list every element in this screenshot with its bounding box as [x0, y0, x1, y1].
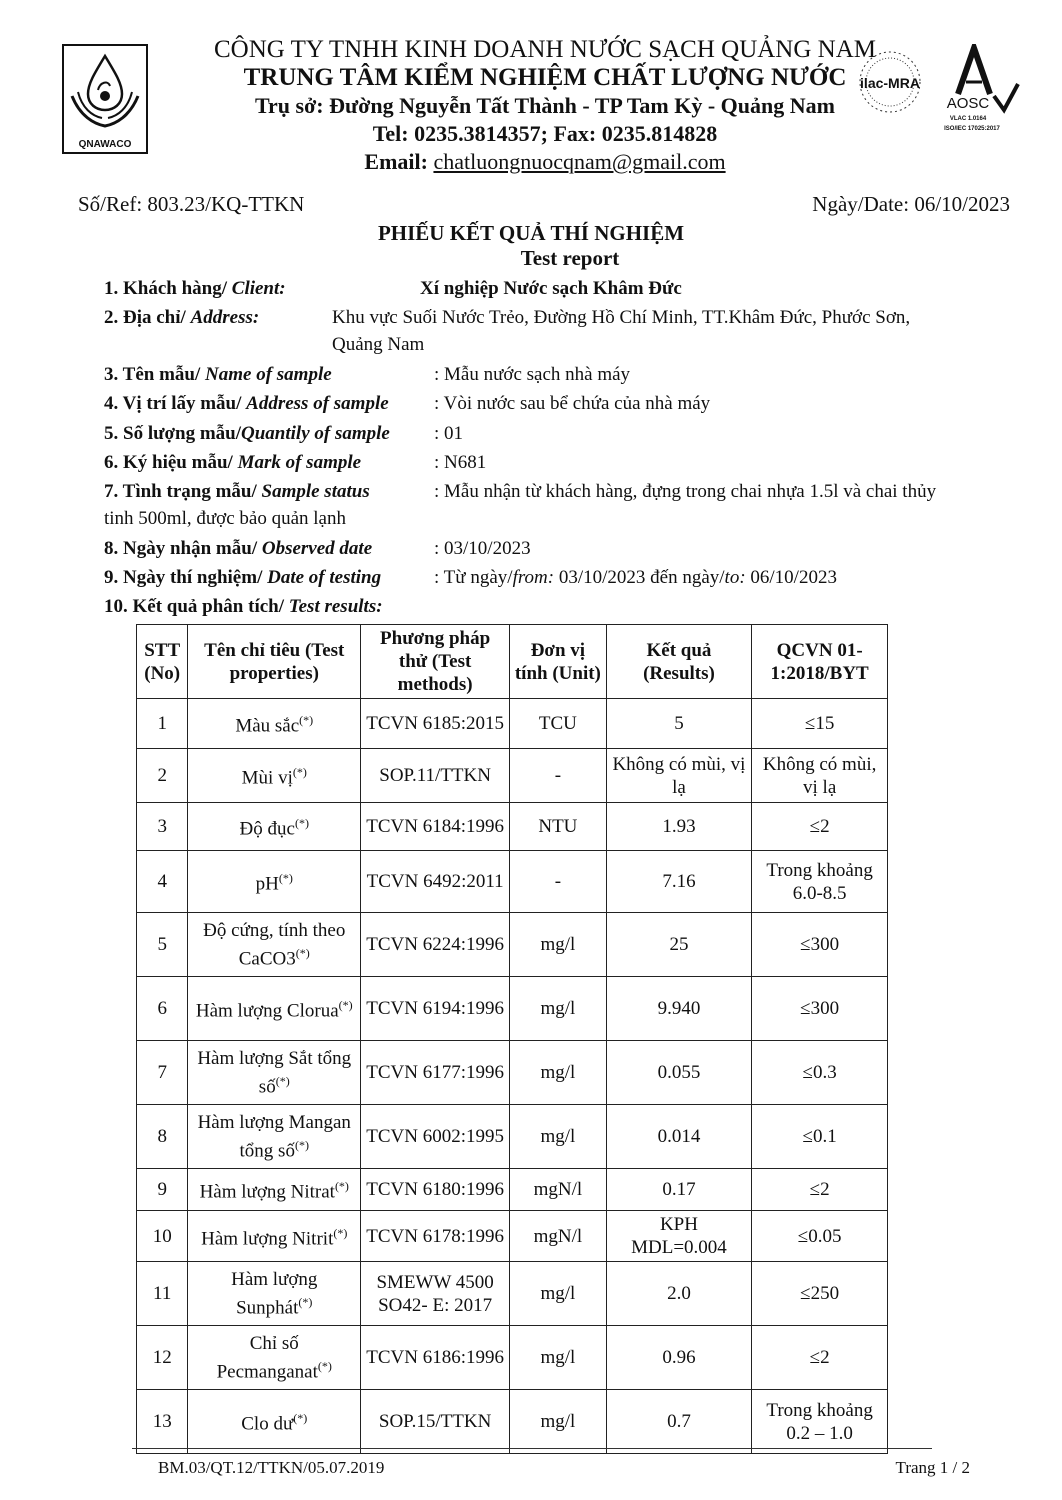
email-label: Email: [364, 149, 434, 174]
cell-result: 0.7 [606, 1390, 752, 1454]
cell-property [188, 913, 361, 977]
cell-no: 12 [137, 1326, 188, 1390]
cell-result: 2.0 [606, 1262, 752, 1326]
cell-method: TCVN 6177:1996 [361, 1041, 510, 1105]
cell-property [188, 749, 361, 803]
accredited-mark: (*) [333, 1225, 348, 1240]
received-date-label: 8. Ngày nhận mẫu/ Observed date [104, 538, 373, 559]
cell-method: SMEWW 4500 SO42- E: 2017 [361, 1262, 510, 1326]
cell-result: 25 [606, 913, 752, 977]
cell-no: 1 [137, 699, 188, 749]
cell-method: TCVN 6178:1996 [361, 1211, 510, 1262]
table-row [137, 1105, 888, 1169]
email-link[interactable]: chatluongnuocqnam@gmail.com [433, 149, 726, 174]
cell-unit: mg/l [510, 1041, 607, 1105]
table-row [137, 851, 888, 913]
cell-property [188, 851, 361, 913]
cell-method: TCVN 6224:1996 [361, 913, 510, 977]
iso-text: ISO/IEC 17025:2017 [944, 126, 1000, 132]
accredited-mark: (*) [292, 765, 307, 780]
table-row [137, 699, 888, 749]
sample-mark-value: : N681 [434, 452, 487, 473]
cell-no: 13 [137, 1390, 188, 1454]
table-row [137, 913, 888, 977]
client-value: Xí nghiệp Nước sạch Khâm Đức [420, 278, 682, 299]
accredited-mark: (*) [338, 998, 353, 1013]
col-header-method: Phương pháp thử (Test methods) [361, 625, 510, 699]
cell-result: 5 [606, 699, 752, 749]
cell-standard: ≤0.3 [752, 1041, 888, 1105]
cell-unit: mg/l [510, 1326, 607, 1390]
cell-standard: ≤0.1 [752, 1105, 888, 1169]
property-name: Clo dư [241, 1413, 294, 1435]
cell-property [188, 1326, 361, 1390]
contact-phone: Tel: 0235.3814357; Fax: 0235.814828 [372, 121, 718, 146]
table-row [137, 1390, 888, 1454]
sample-location-label: 4. Vị trí lấy mẫu/ Address of sample [104, 393, 389, 414]
footer-divider [132, 1448, 932, 1449]
head-office-address: Trụ sở: Đường Nguyễn Tất Thành - TP Tam Kỳ - Quảng Nam [255, 93, 835, 118]
ilac-text: ilac-MRA [860, 75, 920, 91]
accredited-mark: (*) [298, 1294, 313, 1309]
cell-no: 9 [137, 1169, 188, 1211]
cell-standard: Không có mùi, vị lạ [752, 749, 888, 803]
col-header-result: Kết quả (Results) [606, 625, 752, 699]
accredited-mark: (*) [275, 1073, 290, 1088]
report-subtitle: Test report [520, 246, 620, 270]
testing-date-label: 9. Ngày thí nghiệm/ Date of testing [104, 567, 382, 588]
cell-unit: mg/l [510, 1105, 607, 1169]
property-name: Hàm lượng Nitrit [201, 1228, 334, 1250]
water-drop-hands-icon [64, 46, 146, 136]
sample-status-value-line1: : Mẫu nhận từ khách hàng, đựng trong chai nhựa 1.5l và chai thủy [434, 481, 937, 502]
property-name: Độ cứng, tính theo CaCO3 [203, 919, 346, 970]
property-name: Độ đục [239, 818, 295, 840]
letterhead [150, 36, 940, 176]
cell-result: 0.17 [606, 1169, 752, 1211]
table-row [137, 1041, 888, 1105]
test-results-label: 10. Kết quả phân tích/ Test results: [104, 596, 383, 617]
cell-no: 11 [137, 1262, 188, 1326]
cell-method: TCVN 6002:1995 [361, 1105, 510, 1169]
address-value-line2: Quảng Nam [332, 334, 425, 355]
property-name: Hàm lượng Clorua [195, 1000, 339, 1022]
logo-caption: QNAWACO [78, 139, 132, 150]
cell-method: SOP.11/TTKN [361, 749, 510, 803]
cell-standard: ≤15 [752, 699, 888, 749]
cell-result: KPH MDL=0.004 [606, 1211, 752, 1262]
received-date-value: : 03/10/2023 [434, 538, 531, 559]
cell-standard: Trong khoảng 6.0-8.5 [752, 851, 888, 913]
table-row [137, 749, 888, 803]
cell-property [188, 1105, 361, 1169]
cell-property [188, 803, 361, 851]
contact-email [150, 148, 940, 176]
accredited-mark: (*) [294, 1137, 309, 1152]
cell-unit: mgN/l [510, 1169, 607, 1211]
form-code: BM.03/QT.12/TTKN/05.07.2019 [158, 1458, 385, 1477]
cell-no: 8 [137, 1105, 188, 1169]
sample-status-value-line2: tinh 500ml, được bảo quản lạnh [104, 508, 346, 529]
property-name: Hàm lượng Mangan tổng số [197, 1111, 351, 1162]
results-table [136, 624, 888, 1454]
property-name: Hàm lượng Nitrat [199, 1181, 335, 1203]
cell-no: 4 [137, 851, 188, 913]
cell-standard: ≤2 [752, 803, 888, 851]
testing-date-value: : Từ ngày/from: 03/10/2023 đến ngày/to: 06/10/2023 [434, 567, 837, 588]
cell-unit: mg/l [510, 913, 607, 977]
cell-unit: TCU [510, 699, 607, 749]
cell-property [188, 1211, 361, 1262]
cell-result: 1.93 [606, 803, 752, 851]
accredited-mark: (*) [299, 713, 314, 728]
cell-standard: ≤250 [752, 1262, 888, 1326]
cell-no: 6 [137, 977, 188, 1041]
cell-property [188, 699, 361, 749]
address-value-line1: Khu vực Suối Nước Trẻo, Đường Hồ Chí Minh, TT.Khâm Đức, Phước Sơn, [332, 307, 911, 328]
center-name: TRUNG TÂM KIỂM NGHIỆM CHẤT LƯỢNG NƯỚC [243, 64, 847, 91]
company-name: CÔNG TY TNHH KINH DOANH NƯỚC SẠCH QUẢNG NAM [214, 36, 876, 63]
cell-unit: mgN/l [510, 1211, 607, 1262]
cell-no: 5 [137, 913, 188, 977]
report-date: Ngày/Date: 06/10/2023 [812, 192, 1010, 216]
company-logo [62, 44, 148, 154]
sample-status-label: 7. Tình trạng mẫu/ Sample status [104, 481, 370, 502]
accredited-mark: (*) [294, 816, 309, 831]
cell-property [188, 1169, 361, 1211]
cell-result: 0.96 [606, 1326, 752, 1390]
report-title: PHIẾU KẾT QUẢ THÍ NGHIỆM [377, 221, 685, 245]
cell-standard: ≤300 [752, 913, 888, 977]
client-label: 1. Khách hàng/ Client: [104, 278, 286, 299]
accredited-mark: (*) [334, 1179, 349, 1194]
cell-unit: mg/l [510, 977, 607, 1041]
accredited-mark: (*) [278, 871, 293, 886]
property-name: Màu sắc [235, 715, 300, 737]
table-row [137, 803, 888, 851]
col-header-no: STT (No) [137, 625, 188, 699]
sample-name-value: : Mẫu nước sạch nhà máy [434, 364, 631, 385]
ilac-mra-logo [856, 48, 924, 118]
table-row [137, 1262, 888, 1326]
cell-standard: ≤0.05 [752, 1211, 888, 1262]
cell-method: TCVN 6492:2011 [361, 851, 510, 913]
cell-standard: Trong khoảng 0.2 – 1.0 [752, 1390, 888, 1454]
accredited-mark: (*) [295, 945, 310, 960]
cell-method: TCVN 6194:1996 [361, 977, 510, 1041]
cell-no: 3 [137, 803, 188, 851]
cell-standard: ≤300 [752, 977, 888, 1041]
accredited-mark: (*) [293, 1411, 308, 1426]
cell-method: TCVN 6185:2015 [361, 699, 510, 749]
cell-no: 2 [137, 749, 188, 803]
cell-method: SOP.15/TTKN [361, 1390, 510, 1454]
cell-property [188, 1390, 361, 1454]
property-name: Mùi vị [241, 767, 293, 789]
property-name: pH [255, 873, 279, 895]
table-row [137, 1169, 888, 1211]
cell-method: TCVN 6184:1996 [361, 803, 510, 851]
table-row [137, 1326, 888, 1390]
cell-standard: ≤2 [752, 1326, 888, 1390]
cell-unit: mg/l [510, 1390, 607, 1454]
cell-unit: NTU [510, 803, 607, 851]
aosc-text: AOSC [946, 95, 990, 112]
sample-quantity-value: : 01 [434, 423, 464, 444]
page-number: Trang 1 / 2 [895, 1458, 970, 1477]
table-row [137, 977, 888, 1041]
property-name: Hàm lượng Sắt tổng số [197, 1047, 352, 1098]
cell-standard: ≤2 [752, 1169, 888, 1211]
property-name: Chỉ số Pecmanganat [216, 1332, 318, 1383]
cell-property [188, 1262, 361, 1326]
address-label: 2. Địa chỉ/ Address: [104, 307, 260, 328]
accredited-mark: (*) [317, 1358, 332, 1373]
reference-number: Số/Ref: 803.23/KQ-TTKN [78, 192, 305, 216]
sample-location-value: : Vòi nước sau bể chứa của nhà máy [434, 393, 711, 414]
cell-property [188, 1041, 361, 1105]
cell-result: 0.014 [606, 1105, 752, 1169]
col-header-property: Tên chỉ tiêu (Test properties) [188, 625, 361, 699]
cell-method: TCVN 6180:1996 [361, 1169, 510, 1211]
cell-no: 10 [137, 1211, 188, 1262]
sample-name-label: 3. Tên mẫu/ Name of sample [104, 364, 332, 385]
cell-unit: - [510, 851, 607, 913]
cell-unit: - [510, 749, 607, 803]
cell-result: 0.055 [606, 1041, 752, 1105]
sample-mark-label: 6. Ký hiệu mẫu/ Mark of sample [104, 452, 362, 473]
col-header-standard: QCVN 01-1:2018/BYT [752, 625, 888, 699]
cell-property [188, 977, 361, 1041]
property-name: Hàm lượng Sunphát [231, 1268, 318, 1319]
cell-method: TCVN 6186:1996 [361, 1326, 510, 1390]
cell-result: Không có mùi, vị lạ [606, 749, 752, 803]
col-header-unit: Đơn vị tính (Unit) [510, 625, 607, 699]
vilas-text: VLAC 1.0164 [949, 116, 987, 122]
table-header-row [137, 625, 888, 699]
aosc-logo [930, 44, 1020, 134]
table-row [137, 1211, 888, 1262]
sample-quantity-label: 5. Số lượng mẫu/Quantily of sample [104, 423, 390, 444]
cell-unit: mg/l [510, 1262, 607, 1326]
cell-no: 7 [137, 1041, 188, 1105]
cell-result: 9.940 [606, 977, 752, 1041]
cell-result: 7.16 [606, 851, 752, 913]
